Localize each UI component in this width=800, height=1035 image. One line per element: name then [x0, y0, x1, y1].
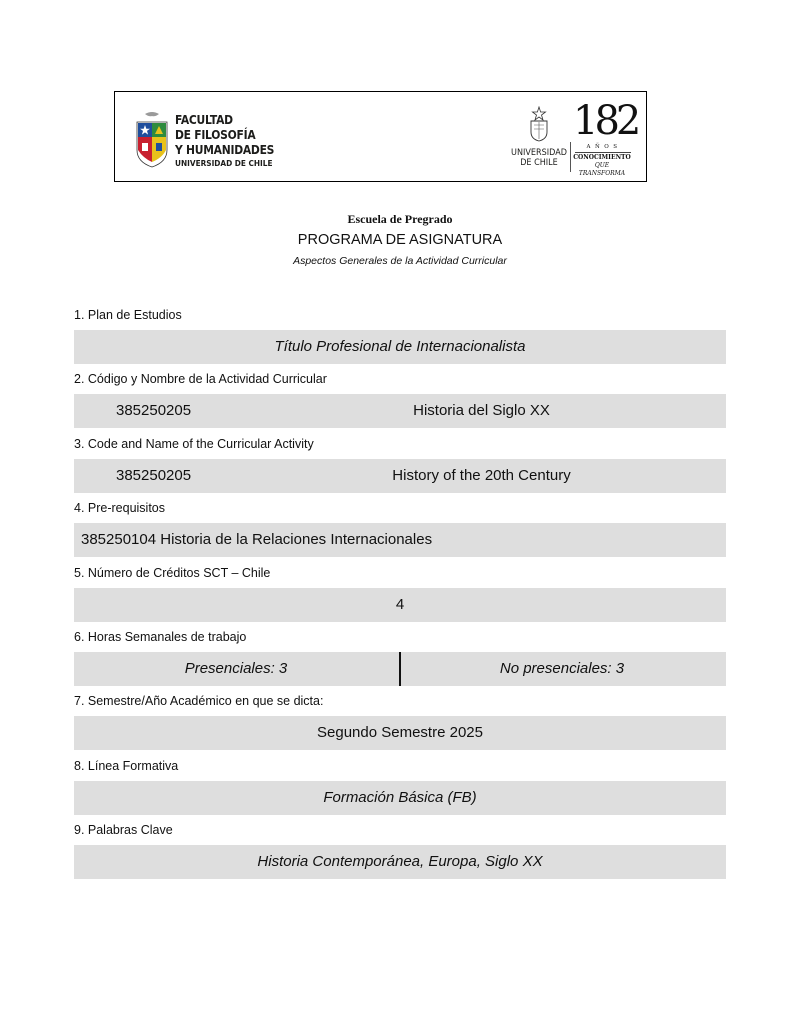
- faculty-shield-icon: [135, 110, 169, 168]
- prerequisites-value: 385250104 Historia de la Relaciones Internacionales: [81, 531, 433, 548]
- semester-value: Segundo Semestre 2025: [317, 724, 483, 741]
- plan-de-estudios-value: Título Profesional de Internacionalista: [274, 338, 526, 355]
- section-6-bar: [74, 652, 726, 686]
- section-7-bar: [74, 716, 726, 750]
- presencial-hours: Presenciales: 3: [184, 660, 288, 677]
- section-3-label: 3. Code and Name of the Curricular Activity: [74, 437, 314, 451]
- section-1-bar: [74, 330, 726, 364]
- header-logos: [114, 91, 647, 182]
- course-name: Historia del Siglo XX: [413, 402, 550, 419]
- document-titles: [0, 211, 800, 269]
- section-9-label: 9. Palabras Clave: [74, 823, 173, 837]
- university-line-2: DE CHILE: [520, 158, 558, 168]
- credits-value: 4: [395, 596, 405, 613]
- faculty-line-4: UNIVERSIDAD DE CHILE: [175, 159, 273, 168]
- linea-formativa-value: Formación Básica (FB): [323, 789, 477, 806]
- course-code: 385250205: [116, 402, 192, 419]
- section-2-bar: [74, 394, 726, 428]
- faculty-name: [175, 112, 290, 170]
- faculty-line-2: DE FILOSOFÍA: [175, 127, 256, 142]
- section-1-label: 1. Plan de Estudios: [74, 308, 182, 322]
- keywords-value: Historia Contemporánea, Europa, Siglo XX: [257, 853, 543, 870]
- section-4-bar: [74, 523, 726, 557]
- section-4-label: 4. Pre-requisitos: [74, 501, 166, 515]
- program-title: PROGRAMA DE ASIGNATURA: [297, 232, 503, 248]
- anniversary-number: 182: [573, 98, 638, 144]
- section-9-bar: [74, 845, 726, 879]
- section-2-label: 2. Código y Nombre de la Actividad Curricular: [74, 372, 327, 386]
- faculty-line-3: Y HUMANIDADES: [175, 142, 275, 157]
- faculty-line-1: FACULTAD: [175, 112, 233, 127]
- section-8-bar: [74, 781, 726, 815]
- university-emblem-icon: [528, 106, 550, 142]
- anniversary-rule: [575, 152, 631, 153]
- section-5-label: 5. Número de Créditos SCT – Chile: [74, 566, 271, 580]
- anniversary-tag-2: QUE TRANSFORMA: [578, 162, 626, 177]
- no-presencial-hours: No presenciales: 3: [499, 660, 625, 677]
- section-6-label: 6. Horas Semanales de trabajo: [74, 630, 247, 644]
- anniversary-years: AÑOS: [586, 144, 622, 150]
- course-name-en: History of the 20th Century: [392, 467, 571, 484]
- section-8-label: 8. Línea Formativa: [74, 759, 179, 773]
- aspects-subtitle: Aspectos Generales de la Actividad Curricular: [293, 255, 507, 267]
- school-title: Escuela de Pregrado: [347, 212, 453, 226]
- anniversary-tagline: [571, 154, 633, 178]
- section-7-label: 7. Semestre/Año Académico en que se dicta:: [74, 694, 324, 708]
- anniversary-tag-1: CONOCIMIENTO: [573, 154, 631, 161]
- section-5-bar: [74, 588, 726, 622]
- section-3-bar: [74, 459, 726, 493]
- university-name: [505, 148, 573, 168]
- course-code-en: 385250205: [116, 467, 192, 484]
- university-line-1: UNIVERSIDAD: [511, 148, 567, 158]
